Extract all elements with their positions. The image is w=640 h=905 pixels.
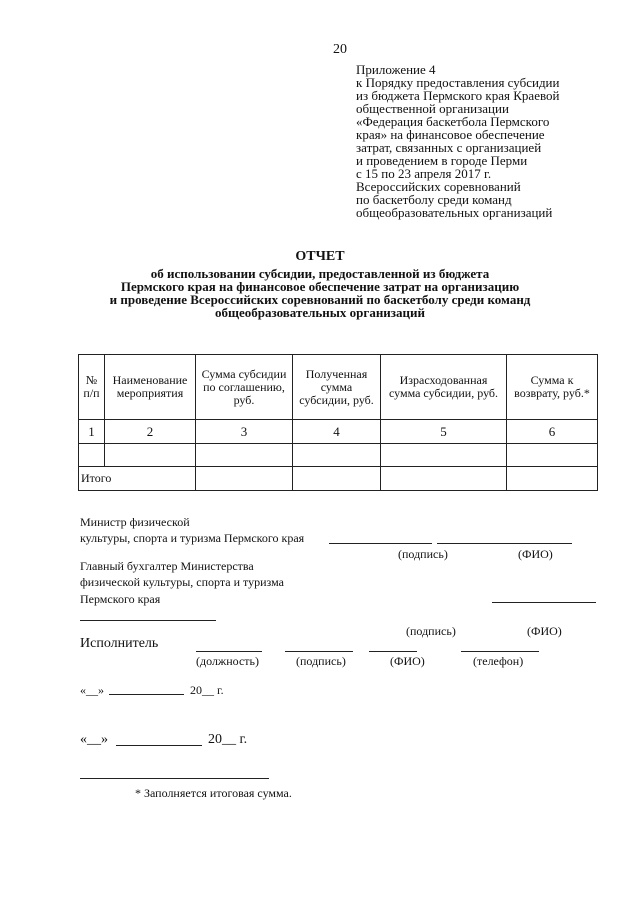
minister-signature-line xyxy=(329,543,432,544)
table-header-row xyxy=(79,355,598,420)
footnote-separator xyxy=(80,778,269,779)
accountant-title-line3: Пермского края xyxy=(80,592,161,606)
appendix-line: Приложение 4 xyxy=(356,62,436,77)
executor-position-line xyxy=(196,651,262,652)
date2-day: «__» xyxy=(80,732,108,747)
column-number: 2 xyxy=(105,420,196,444)
minister-title-line1: Министр физической xyxy=(80,515,190,529)
executor-phone-label: (телефон) xyxy=(473,654,524,668)
column-number: 1 xyxy=(79,420,105,444)
appendix-line: общественной организации xyxy=(356,101,509,116)
appendix-line: общеобразовательных организаций xyxy=(356,205,553,220)
date1-year: 20__ г. xyxy=(190,683,224,697)
column-number: 4 xyxy=(293,420,381,444)
date1-day: «__» xyxy=(80,683,104,697)
appendix-line: «Федерация баскетбола Пермского xyxy=(356,114,550,129)
minister-name-line xyxy=(437,543,572,544)
subtitle-line: Пермского края на финансовое обеспечение затрат на организацию xyxy=(120,279,520,294)
header-number: № п/п xyxy=(79,355,105,420)
header-spent-sum: Израсходованная сумма субсидии, руб. xyxy=(381,355,507,420)
date1-month-line xyxy=(109,694,184,695)
table-cell xyxy=(293,467,381,491)
minister-name-label: (ФИО) xyxy=(518,547,553,561)
page-number: 20 xyxy=(333,42,347,57)
table-cell xyxy=(196,467,293,491)
accountant-signature-line xyxy=(80,620,216,621)
subtitle-line: и проведение Всероссийских соревнований по баскетболу среди команд xyxy=(109,292,531,307)
table-row-empty xyxy=(79,444,598,467)
table-cell xyxy=(507,444,598,467)
table-cell xyxy=(105,444,196,467)
accountant-signature-label: (подпись) xyxy=(406,624,456,638)
accountant-title-line1: Главный бухгалтер Министерства xyxy=(80,559,254,573)
date2-month-line xyxy=(116,745,202,746)
appendix-line: к Порядку предоставления субсидии xyxy=(356,75,560,90)
minister-title-line2: культуры, спорта и туризма Пермского края xyxy=(80,531,305,545)
table-row-total xyxy=(79,467,598,491)
appendix-block xyxy=(356,63,559,219)
header-event-name: Наименование мероприятия xyxy=(105,355,196,420)
appendix-line: и проведением в городе Перми xyxy=(356,153,528,168)
table-cell xyxy=(293,444,381,467)
report-subtitle xyxy=(0,267,640,319)
header-return-sum: Сумма к возврату, руб.* xyxy=(507,355,598,420)
executor-phone-line xyxy=(461,651,539,652)
column-number: 3 xyxy=(196,420,293,444)
table-cell xyxy=(196,444,293,467)
accountant-name-line xyxy=(492,602,596,603)
table-row-column-numbers xyxy=(79,420,598,444)
total-label: Итого xyxy=(79,467,196,491)
appendix-line: края» на финансовое обеспечение xyxy=(356,127,545,142)
executor-signature-line xyxy=(285,651,353,652)
accountant-title-line2: физической культуры, спорта и туризма xyxy=(80,575,284,589)
executor-position-label: (должность) xyxy=(196,654,259,668)
table-cell xyxy=(507,467,598,491)
minister-signature-label: (подпись) xyxy=(398,547,448,561)
appendix-line: Всероссийских соревнований xyxy=(356,179,521,194)
executor-label: Исполнитель xyxy=(80,636,159,651)
column-number: 6 xyxy=(507,420,598,444)
report-table xyxy=(78,354,598,491)
accountant-name-label: (ФИО) xyxy=(527,624,562,638)
footnote-text: * Заполняется итоговая сумма. xyxy=(135,786,292,800)
appendix-line: затрат, связанных с организацией xyxy=(356,140,542,155)
header-agreed-sum: Сумма субсидии по соглашению, руб. xyxy=(196,355,293,420)
table-cell xyxy=(381,444,507,467)
appendix-line: из бюджета Пермского края Краевой xyxy=(356,88,560,103)
executor-signature-label: (подпись) xyxy=(296,654,346,668)
executor-name-label: (ФИО) xyxy=(390,654,425,668)
appendix-line: по баскетболу среди команд xyxy=(356,192,512,207)
table-cell xyxy=(79,444,105,467)
subtitle-line: об использовании субсидии, предоставленной из бюджета xyxy=(150,266,490,281)
subtitle-line: общеобразовательных организаций xyxy=(214,305,425,320)
table-cell xyxy=(381,467,507,491)
date2-year: 20__ г. xyxy=(208,732,248,747)
header-received-sum: Полученная сумма субсидии, руб. xyxy=(293,355,381,420)
report-title: ОТЧЕТ xyxy=(295,249,345,264)
executor-name-line xyxy=(369,651,417,652)
column-number: 5 xyxy=(381,420,507,444)
appendix-line: с 15 по 23 апреля 2017 г. xyxy=(356,166,492,181)
